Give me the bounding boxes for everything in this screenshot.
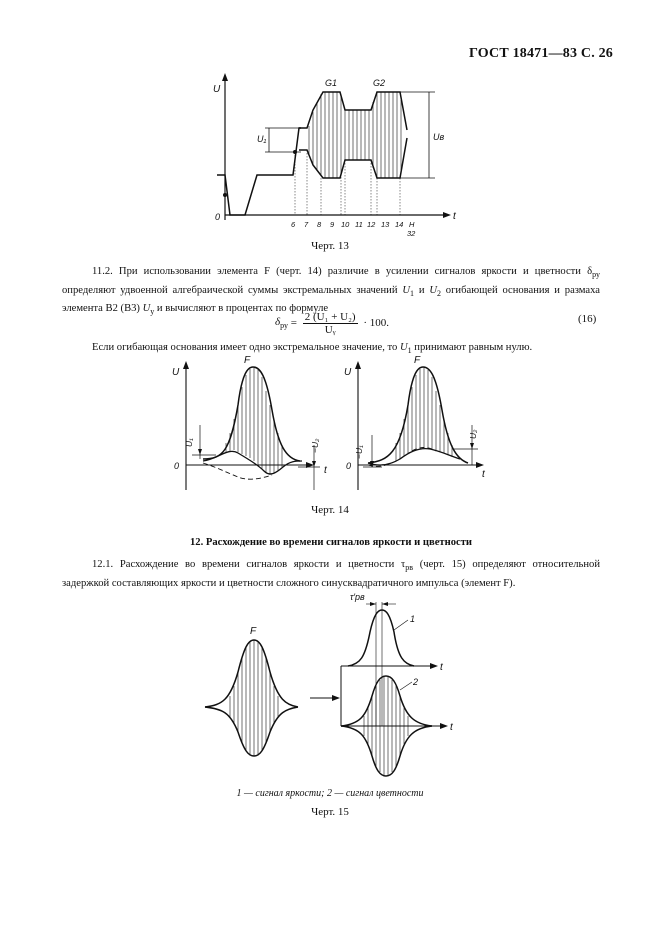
fig13-tick: 7 xyxy=(304,220,309,229)
fig14-right-label-f: F xyxy=(414,355,421,366)
fig15-label-1: 1 xyxy=(410,614,416,624)
paragraph-extremum: Если огибающая основания имеет одно экстремальное значение, то $U_1$ принимают равным нулю. xyxy=(92,342,533,356)
fig14-left-axis-x: t xyxy=(324,465,327,476)
fig13-hatch xyxy=(309,92,401,178)
fig14-right-axis-y: U xyxy=(344,367,352,378)
fig13-origin: 0 xyxy=(215,212,221,222)
fig14-right-axis-x: t xyxy=(482,469,485,480)
fig13-tick: 11 xyxy=(355,220,363,229)
fig14-right-u1: −U₁ xyxy=(354,445,364,459)
page-header: ГОСТ 18471—83 С. 26 xyxy=(469,46,613,61)
section-12-title: 12. Расхождение во времени сигналов яркости и цветности xyxy=(189,537,473,548)
fig14-left-label-f: F xyxy=(244,355,251,366)
fig13-label-u1: U₁ xyxy=(257,134,267,144)
fig14-right-u2: U₂ xyxy=(468,429,478,439)
fig13-tick: 9 xyxy=(330,220,335,229)
fig13-tick: 14 xyxy=(395,220,404,229)
figure-13-caption: Черт. 13 xyxy=(311,240,349,252)
fig13-tick: 8 xyxy=(317,220,322,229)
fig15-axis-x-lower: t xyxy=(450,722,453,733)
fig13-tick: 32 xyxy=(407,229,416,238)
figure-15-legend: 1 — сигнал яркости; 2 — сигнал цветности xyxy=(236,788,424,799)
fig13-label-g2: G2 xyxy=(373,78,386,88)
fig14-left-origin: 0 xyxy=(174,461,180,471)
fig13-tick: H xyxy=(409,220,415,229)
fig14-right-origin: 0 xyxy=(346,461,352,471)
fig14-left-axis-y: U xyxy=(172,367,180,378)
figure-15-caption: Черт. 15 xyxy=(311,806,349,818)
formula-16: $\delta_{ру}$ = $\frac{\text{2 (U₁ + U₂)}}{\text{Uᵧ}}$ · 100. xyxy=(275,310,390,336)
fig14-left-u1: U₁ xyxy=(184,438,194,447)
fig13-axis-y: U xyxy=(213,84,221,95)
fig13-label-g1: G1 xyxy=(325,78,338,88)
formula-number: (16) xyxy=(578,313,597,325)
fig13-tick: 13 xyxy=(381,220,390,229)
paragraph-12-1: 12.1. Расхождение во времени сигналов яркости и цветности $\tau_{рв}$ (черт. 15) определяют относительной задержкой составляющих яркости и цветности сложного синусквадратичного импульса (элемент F). xyxy=(62,559,600,589)
fig14-left-u2: −U₂ xyxy=(310,438,320,453)
fig13-label-ub: Uв xyxy=(433,132,445,142)
figure-14-caption: Черт. 14 xyxy=(311,504,349,516)
fig15-label-tau: τ′рв xyxy=(350,592,365,602)
fig15-axis-x-upper: t xyxy=(440,662,443,673)
figure-14 xyxy=(168,355,498,500)
fig13-tick: 10 xyxy=(341,220,350,229)
figure-15 xyxy=(200,592,470,782)
paragraph-11-2: 11.2. При использовании элемента F (черт. 14) различие в усилении сигналов яркости и цветности $\delta_{ру}$ определяют удвоенной алгебраической суммы экстремальных значений $U_1$ и $U_2$ огибающей основания и размаха элемента B2 (B3) $U_y$ и вычисляют в процентах по формуле xyxy=(62,266,600,317)
fig13-tick: 6 xyxy=(291,220,296,229)
fig13-tick: 12 xyxy=(367,220,376,229)
figure-13 xyxy=(195,70,475,240)
fig15-label-2: 2 xyxy=(413,677,419,687)
fig13-axis-x: t xyxy=(453,211,456,222)
fig15-label-f: F xyxy=(250,626,257,637)
